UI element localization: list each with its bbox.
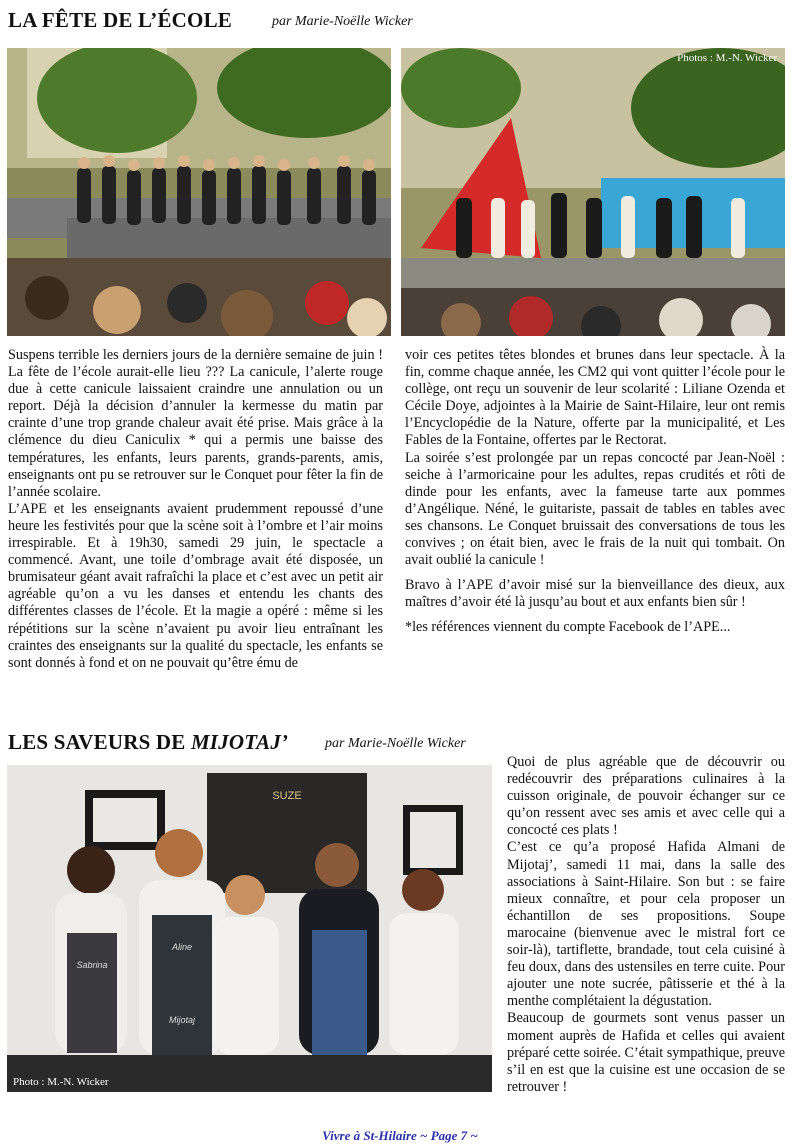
article2-title xyxy=(8,730,288,755)
mijotaj-group-photo xyxy=(7,765,492,1092)
paragraph: voir ces petites têtes blondes et brunes dans leur spectacle. À la fin, comme chaque année, les CM2 qui vont quitter l’école pour le collège, ont reçu un souvenir de leur scolarité : Liliane Ozenda et Cécile Doye, adjointes à la Mairie de Saint-Hilaire, leur ont remis l’Encyclopédie de la Nature, offerte par la municipalité, et Les Fables de la Fontaine, offertes par le Rectorat. xyxy=(405,347,785,449)
apron-label-sabrina: Sabrina xyxy=(76,960,108,970)
article1-column-1 xyxy=(8,347,383,672)
article2-byline: par Marie-Noëlle Wicker xyxy=(325,736,466,751)
apron-label-aline: Aline xyxy=(171,942,193,952)
paragraph: Bravo à l’APE d’avoir misé sur la bienveillance des dieux, aux maîtres d’avoir été là jusqu’au bout et aux enfants bien sûr ! xyxy=(405,577,785,611)
article2-body xyxy=(507,754,785,1096)
article1-title: LA FÊTE DE L’ÉCOLE xyxy=(8,8,232,32)
paragraph: Suspens terrible les derniers jours de la dernière semaine de juin ! La fête de l’école aurait-elle lieu ??? La canicule, l’alerte rouge due à cette canicule laissaient craindre une annulation ou un report. Déjà la décision d’annuler la kermesse du matin par crainte d’une trop grande chaleur avait été prise. Mais grâce à la clémence du dieu Caniculix * qui a permis une baisse des températures, les enfants, leurs parents, grands-parents, amis, enseignants ont pu se retrouver sur le Conquet pour fêter la fin de l’année scolaire. xyxy=(8,347,383,500)
article1-column-2 xyxy=(405,347,785,637)
mijotaj-group-photo-image xyxy=(7,765,492,1092)
paragraph: Beaucoup de gourmets sont venus passer un moment auprès de Hafida et celles qui avaient préparé cette soirée. C’était sympathique, preuve s’il en est que la cuisine est une occasion de se retrouver ! xyxy=(507,1010,785,1095)
footnote: *les références viennent du compte Facebook de l’APE... xyxy=(405,619,731,636)
suze-sign: SUZE xyxy=(272,790,302,802)
photo-credit: Photo : M.-N. Wicker xyxy=(13,1076,109,1088)
apron-label-mijotaj: Mijotaj xyxy=(168,1015,196,1025)
article2-title-emphasis: MIJOTAJ’ xyxy=(190,730,289,754)
paragraph: La soirée s’est prolongée par un repas concocté par Jean-Noël : seiche à l’armoricaine pour les adultes, repas crudités et rôti de dinde pour les enfants, avec la fameuse tarte aux pommes d’Angélique. Néné, le guitariste, passait de tables en tables avec ses chansons. Le Conquet bruissait des conversations de tous les convives ; on était bien, avec le frais de la nuit qui tombait. On avait oublié la canicule ! xyxy=(405,449,785,569)
school-party-photo-right xyxy=(401,48,785,336)
article1-byline: par Marie-Noëlle Wicker xyxy=(272,14,413,29)
school-party-photo-right-image xyxy=(401,48,785,336)
article2-title-prefix: LES SAVEURS DE xyxy=(8,730,191,754)
school-party-photo-left-image xyxy=(7,48,391,336)
photo-credit: Photos : M.-N. Wicker xyxy=(677,52,777,64)
paragraph: C’est ce qu’a proposé Hafida Almani de Mijotaj’, samedi 11 mai, dans la salle des associations à Saint-Hilaire. Son but : se faire mieux connaître, et pour cela proposer un échantillon de ses propositions. Soupe marocaine (bienvenue avec le mistral fort ce soir-là), tartiflette, brandade, tout cela cuisiné à feu doux, dans des ustensiles en terre cuite. Pour ajouter une note sucrée, pâtisserie et thé à la menthe complétaient la dégustation. xyxy=(507,839,785,1010)
paragraph: L’APE et les enseignants avaient prudemment repoussé d’une heure les festivités pour que la scène soit à l’ombre et l’air moins irrespirable. Et à 19h30, samedi 29 juin, le spectacle a commencé. Avant, une toile d’ombrage avait été disposée, un brumisateur géant avait rafraîchi la place et c’est avec un petit air agréable qu’on a vu les danses et entendu les chants des différentes classes de l’école. Et la magie a opéré : même si les répétitions sur la scène n’avaient pu avoir lieu entraînant les craintes des enseignants sur la qualité du spectacle, les enfants se sont donnés à fond et on ne pouvait qu’être ému de xyxy=(8,500,383,671)
page-footer: Vivre à St-Hilaire ~ Page 7 ~ xyxy=(322,1128,478,1143)
school-party-photo-left xyxy=(7,48,391,336)
paragraph: Quoi de plus agréable que de découvrir ou redécouvrir des préparations culinaires à la cuisson originale, de pouvoir échanger sur ce qu’on ressent avec ses amis et avec celle qui a concocté ces plats ! xyxy=(507,754,785,839)
